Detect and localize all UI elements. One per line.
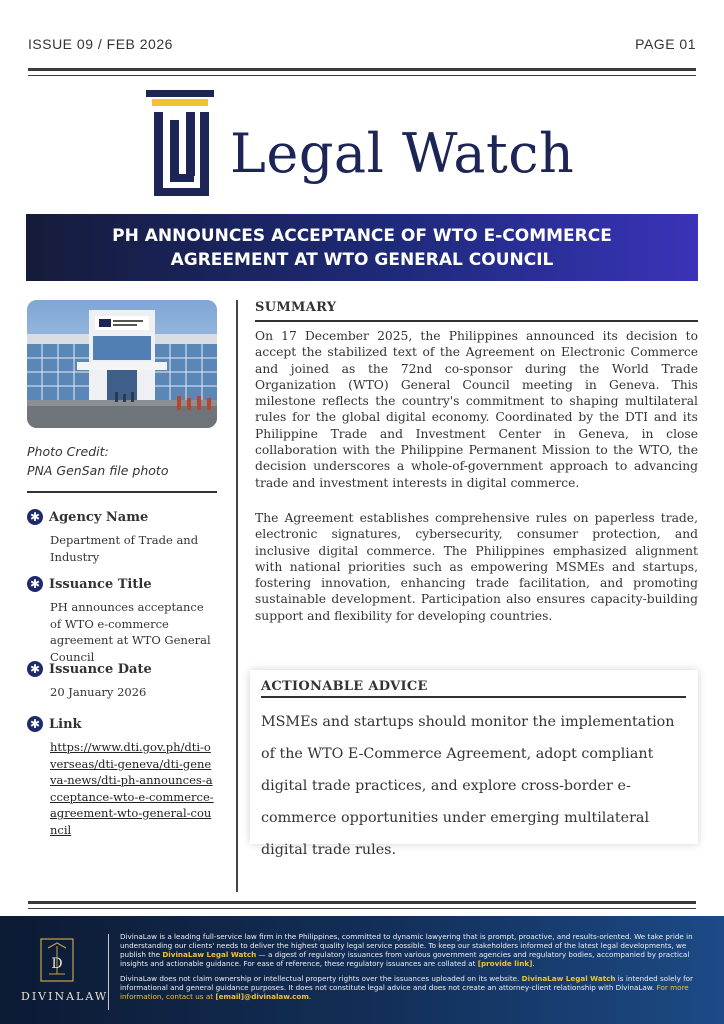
footer-divider — [108, 934, 109, 1010]
headline-banner — [26, 214, 698, 281]
issue-number: ISSUE 09 / FEB 2026 — [28, 36, 173, 52]
page-number: PAGE 01 — [635, 36, 696, 52]
bottom-rule-thin — [28, 908, 696, 909]
link-section — [27, 715, 217, 838]
dti-building-photo — [27, 300, 217, 428]
divinalaw-logo-icon — [40, 938, 74, 982]
actionable-advice-box — [250, 670, 698, 858]
photo-credit-source: PNA GenSan file photo — [27, 463, 169, 478]
advice-heading: ACTIONABLE ADVICE — [261, 679, 428, 694]
issuance-title-value: PH announces acceptance of WTO e-commerce agreement at WTO General Council — [50, 600, 211, 664]
advice-rule — [261, 696, 686, 698]
summary-paragraph-1: On 17 December 2025, the Philippines announced its decision to accept the stabilized text of the Agreement on Electronic Commerce and joined as the 72nd co-sponsor during the World Trade Organization (WTO) General Council meeting in Geneva. This milestone reflects the country's commitment to shaping multilateral rules for the global digital economy. Coordinated by the DTI and its Philippine Trade and Investment Center in Geneva, in close collaboration with the Philippine Permanent Mission to the WTO, the decision underscores a whole-of-government approach to advancing trade and investment interests in digital commerce. — [255, 329, 698, 490]
asterisk-icon: ✱ — [27, 509, 43, 525]
issuance-date-section — [27, 660, 217, 701]
summary-heading: SUMMARY — [255, 300, 337, 315]
summary-rule — [255, 320, 698, 322]
column-divider — [236, 300, 238, 892]
footer-paragraph-2: DivinaLaw does not claim ownership or intellectual property rights over the issuances uploaded on its website. DivinaLaw Legal Watch is intended solely for informational and general guidance purposes. It does not constitute legal advice and does not create an attorney-client relationship with DivinaLaw. For more information, contact us at [email]@divinalaw.com. — [120, 974, 693, 1001]
issuance-link[interactable]: https://www.dti.gov.ph/dti-overseas/dti-geneva/dti-geneva-news/dti-ph-announces-acceptance-wto-e-commerce-agreement-wto-general-council — [50, 740, 214, 837]
legal-watch-logo-icon — [144, 90, 216, 202]
top-rule-thin — [28, 75, 696, 76]
agency-label: Agency Name — [49, 509, 149, 525]
bottom-rule — [28, 901, 696, 904]
footer — [0, 916, 724, 1024]
agency-section — [27, 508, 217, 565]
headline-line-1: PH ANNOUNCES ACCEPTANCE OF WTO E-COMMERCE — [112, 225, 612, 246]
asterisk-icon: ✱ — [27, 661, 43, 677]
provide-link[interactable]: [provide link] — [477, 959, 533, 968]
footer-paragraph-1: DivinaLaw is a leading full-service law firm in the Philippines, committed to dynamic lawyering that is prompt, proactive, and results-oriented. We take pride in understanding our clients' needs to deliver the highest quality legal service possible. To keep our stakeholders informed of the latest legal developments, we publish the DivinaLaw Legal Watch — a digest of regulatory issuances from various government agencies and regulatory bodies, accompanied by practical insights and actionable guidance. For ease of reference, these regulatory issuances are collated at [provide link]. — [120, 932, 693, 968]
issuance-date-value: 20 January 2026 — [50, 685, 147, 699]
photo-credit — [27, 442, 168, 480]
issuance-date-label: Issuance Date — [49, 661, 152, 677]
left-column-rule — [27, 491, 217, 493]
asterisk-icon: ✱ — [27, 716, 43, 732]
agency-value: Department of Trade and Industry — [50, 533, 199, 564]
issuance-title-label: Issuance Title — [49, 576, 152, 592]
asterisk-icon: ✱ — [27, 576, 43, 592]
svg-text:D: D — [51, 956, 63, 972]
top-bar — [28, 36, 696, 56]
photo-credit-label: Photo Credit: — [27, 444, 109, 459]
headline-line-2: AGREEMENT AT WTO GENERAL COUNCIL — [170, 249, 554, 270]
brand-title: Legal Watch — [230, 122, 575, 185]
advice-text: MSMEs and startups should monitor the implementation of the WTO E-Commerce Agreement, adopt compliant digital trade practices, and explore cross-border e-commerce opportunities under emerging multilateral digital trade rules. — [261, 714, 675, 858]
footer-disclaimer — [120, 932, 704, 1007]
footer-firm-name: DIVINALAW — [21, 990, 109, 1003]
top-rule — [28, 68, 696, 71]
link-label: Link — [49, 716, 82, 732]
contact-email-link[interactable]: [email]@divinalaw.com — [215, 992, 309, 1001]
summary-paragraph-2: The Agreement establishes comprehensive rules on paperless trade, electronic signatures, cybersecurity, consumer protection, and inclusive digital commerce. The Philippines emphasized alignment with national priorities such as empowering MSMEs and startups, fostering innovation, enhancing trade facilitation, and promoting sustainable development. Participation also ensures capacity-building support and flexibility for developing countries. — [255, 511, 698, 623]
issuance-title-section — [27, 575, 217, 665]
